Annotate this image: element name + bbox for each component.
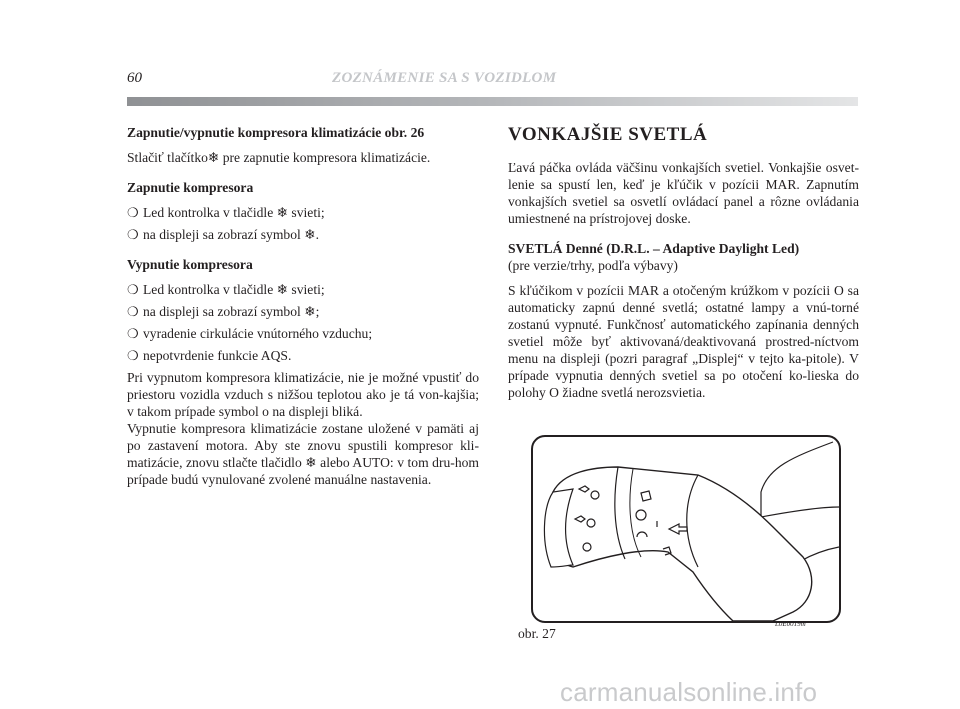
compressor-toggle-heading: Zapnutie/vypnutie kompresora klimatizácie obr. 26: [127, 125, 425, 140]
compressor-off-list: [127, 281, 479, 364]
compressor-memory-note: Vypnutie kompresora klimatizácie zostane uložené v pamäti aj po zastavení motora. Aby ste znovu spustili kompresor kli-matizácie, znovu stlačte tlačidlo ❄ alebo AUTO: v tom dru-hom prípade budú vynulované zvolené manuálne nastavenia.: [127, 421, 479, 487]
compressor-toggle-text: Stlačiť tlačítko❄ pre zapnutie kompresora klimatizácie.: [127, 150, 431, 165]
watermark: carmanualsonline.info: [560, 677, 818, 707]
list-item: ❍ Led kontrolka v tlačidle ❄ svieti;: [127, 205, 325, 220]
left-column: [127, 124, 479, 488]
compressor-on-heading: Zapnutie kompresora: [127, 180, 254, 195]
list-item: ❍ vyradenie cirkulácie vnútorného vzduchu;: [127, 326, 373, 341]
section-title: VONKAJŠIE SVETLÁ: [508, 124, 708, 145]
compressor-off-note: Pri vypnutom kompresora klimatizácie, nie je možné vpustiť do priestoru vozidla vzduch s nižšou teplotou ako je tá von-kajšia; v takom prípade symbol o na displeji bliká.: [127, 370, 479, 419]
list-item: ❍ Led kontrolka v tlačidle ❄ svieti;: [127, 282, 325, 297]
chapter-title: ZOZNÁMENIE SA S VOZIDLOM: [332, 70, 557, 86]
light-stalk-drawing: [533, 437, 839, 621]
list-item: ❍ na displeji sa zobrazí symbol ❄.: [127, 227, 319, 242]
bullet-icon: ❍: [127, 205, 139, 220]
drl-subheading: (pre verzie/trhy, podľa výbavy): [508, 258, 678, 273]
right-column: [508, 124, 859, 401]
bullet-icon: ❍: [127, 282, 139, 297]
drl-heading: SVETLÁ Denné (D.R.L. – Adaptive Daylight Led): [508, 241, 800, 256]
bullet-icon: ❍: [127, 304, 139, 319]
list-item: ❍ nepotvrdenie funkcie AQS.: [127, 348, 292, 363]
header-rule: [127, 97, 858, 106]
figure-code: L0E0019m: [775, 620, 806, 628]
exterior-lights-text: Ľavá páčka ovláda väčšinu vonkajších svetiel. Vonkajšie osvet-lenie sa spustí len, keď je kľúčik v pozícii MAR. Zapnutím vonkajších svetiel sa osvetlí ovládací panel a rôzne ovládania umiestnené na prístrojovej doske.: [508, 160, 859, 226]
compressor-off-heading: Vypnutie kompresora: [127, 257, 253, 272]
bullet-icon: ❍: [127, 227, 139, 242]
drl-text: S kľúčikom v pozícii MAR a otočeným krúžkom v pozícii O sa automaticky zapnú denné svetlá; ostatné lampy a vnú-torné zostanú vypnuté. Funkčnosť automatického zapínania denných svetiel môže byť aktivovaná/deaktivovaná prostred-níctvom menu na displeji (pozri paragraf „Displej“ v tejto ka-pitole). V prípade vypnutia denných svetiel sa po otočení ko-lieska do polohy O žiadne svetlá nerozsvietia.: [508, 283, 859, 400]
page-number: 60: [127, 70, 142, 86]
list-item: ❍ na displeji sa zobrazí symbol ❄;: [127, 304, 320, 319]
figure-caption: obr. 27: [518, 626, 556, 641]
lever-illustration: [531, 435, 841, 623]
bullet-icon: ❍: [127, 348, 139, 363]
compressor-on-list: [127, 204, 479, 243]
bullet-icon: ❍: [127, 326, 139, 341]
